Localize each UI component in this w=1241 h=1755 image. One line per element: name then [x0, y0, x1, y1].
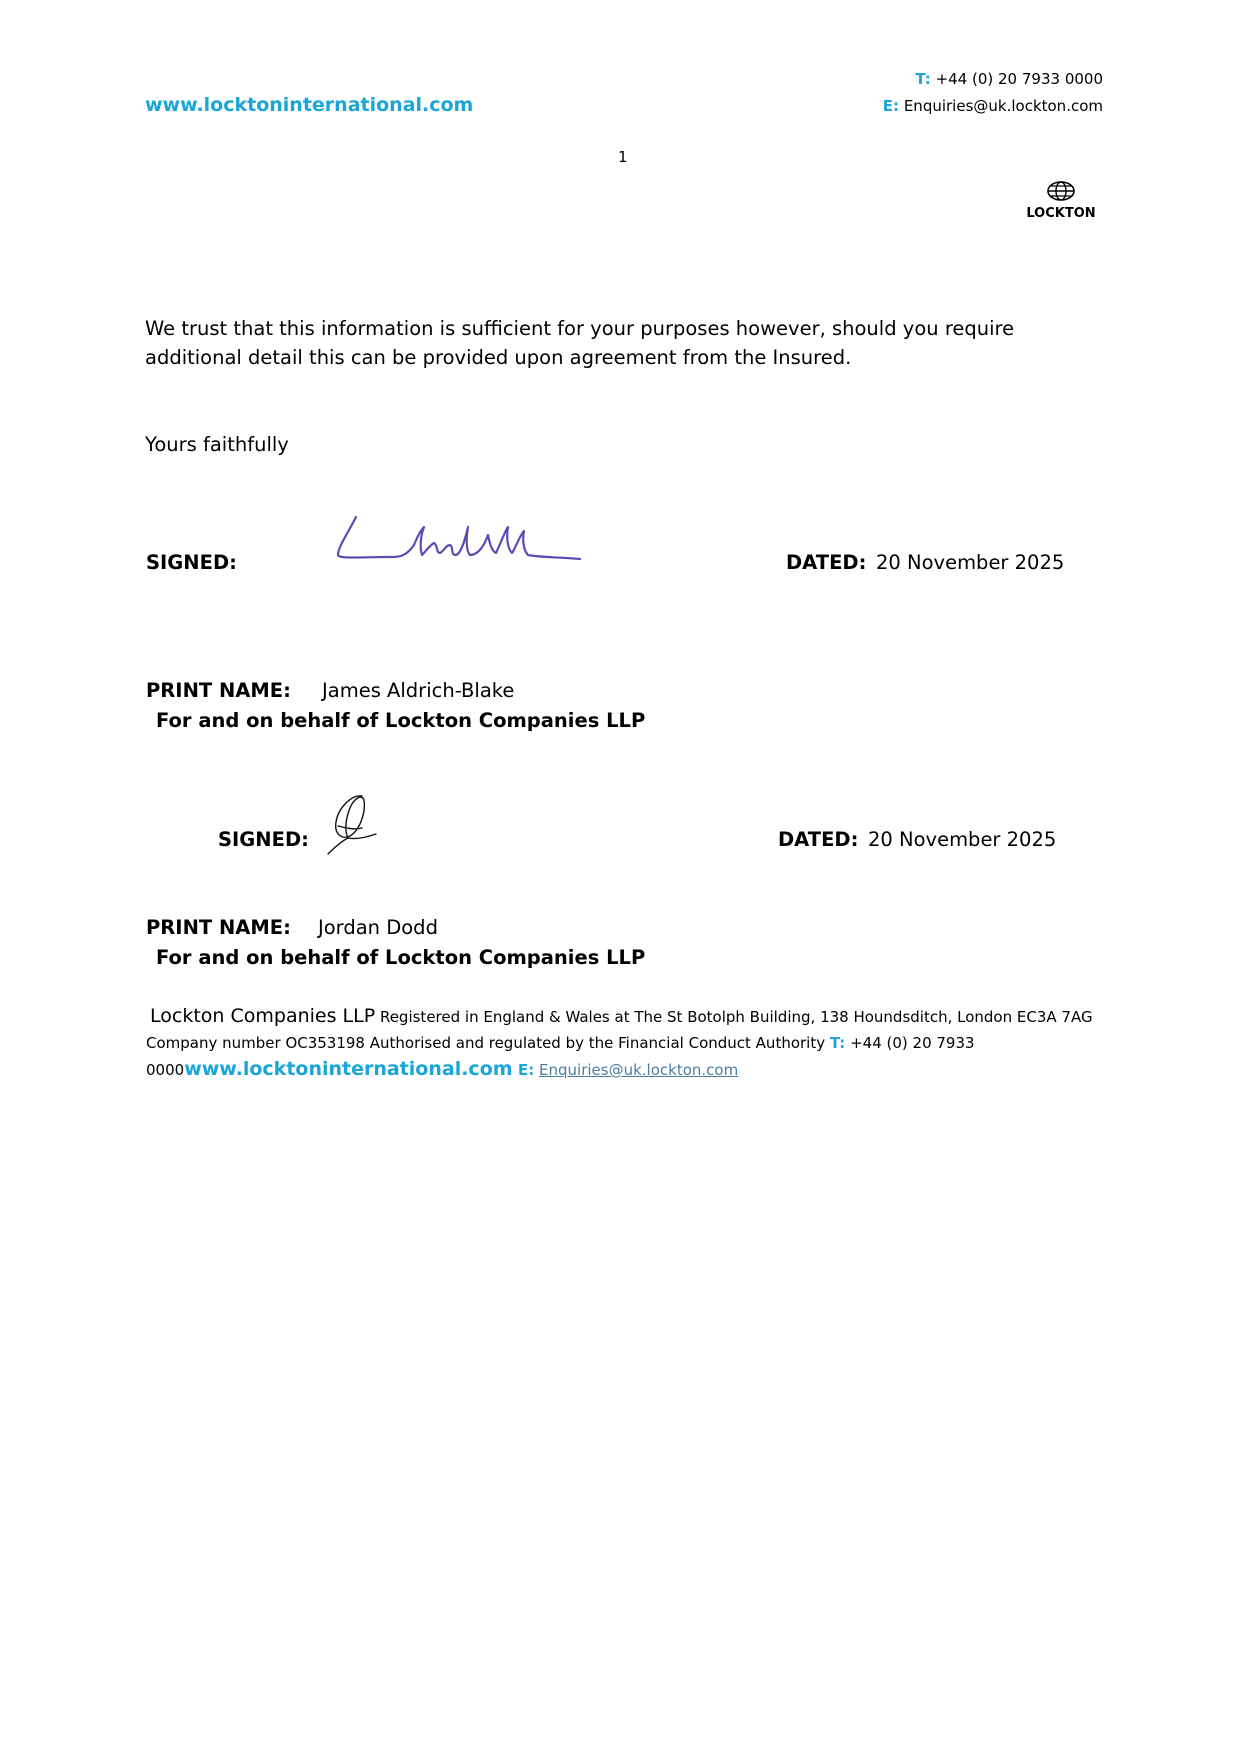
dated-label-1: DATED: [786, 551, 867, 574]
signed-label-2: SIGNED: [218, 828, 309, 851]
footer-phone-label: T: [829, 1034, 846, 1052]
header-phone [915, 70, 1103, 88]
footer-phone-part1: +44 (0) 20 7933 [850, 1034, 975, 1052]
signature-2 [318, 790, 380, 860]
dated-label-2: DATED: [778, 828, 859, 851]
header-email-value[interactable]: Enquiries@uk.lockton.com [903, 97, 1103, 115]
footer-company-number: Company number OC353198 Authorised and regulated by the Financial Conduct Authority [146, 1034, 826, 1052]
date-value-2: 20 November 2025 [868, 828, 1057, 851]
header-website-link[interactable]: www.locktoninternational.com [145, 94, 474, 116]
print-name-value-1: James Aldrich-Blake [322, 679, 515, 702]
header-email [883, 97, 1103, 115]
footer-company: Lockton Companies LLP [150, 1005, 376, 1027]
page-number: 1 [618, 148, 628, 166]
footer-phone-part2: 0000 [146, 1061, 185, 1079]
signed-label-1: SIGNED: [146, 551, 237, 574]
body-paragraph: We trust that this information is sufficient for your purposes however, should you require additional detail this can be provided upon agreement from the Insured. [145, 317, 1015, 369]
print-name-label-1: PRINT NAME: [146, 679, 291, 702]
logo-wordmark: LOCKTON [1026, 206, 1096, 221]
behalf-text-1: For and on behalf of Lockton Companies LLP [156, 709, 646, 732]
footer-registered: Registered in England & Wales at The St Botolph Building, 138 Houndsditch, London EC3A 7AG [379, 1008, 1093, 1026]
header-phone-value: +44 (0) 20 7933 0000 [935, 70, 1103, 88]
footer-line-3 [146, 1058, 513, 1080]
footer-email-label: E: [518, 1061, 535, 1079]
header-phone-label: T: [915, 70, 931, 88]
footer-website-link[interactable]: www.locktoninternational.com [184, 1058, 513, 1080]
behalf-text-2: For and on behalf of Lockton Companies LLP [156, 946, 646, 969]
footer-line-1 [150, 1005, 1093, 1027]
header-email-label: E: [882, 97, 900, 115]
globe-icon [1046, 181, 1076, 201]
footer-line-2 [146, 1034, 975, 1052]
print-name-label-2: PRINT NAME: [146, 916, 291, 939]
lockton-logo [1021, 181, 1101, 221]
closing-salutation: Yours faithfully [145, 433, 289, 456]
signature-1 [330, 505, 590, 575]
date-value-1: 20 November 2025 [876, 551, 1065, 574]
print-name-value-2: Jordan Dodd [318, 916, 438, 939]
footer-email [518, 1061, 738, 1079]
footer-email-link[interactable]: Enquiries@uk.lockton.com [539, 1061, 739, 1079]
